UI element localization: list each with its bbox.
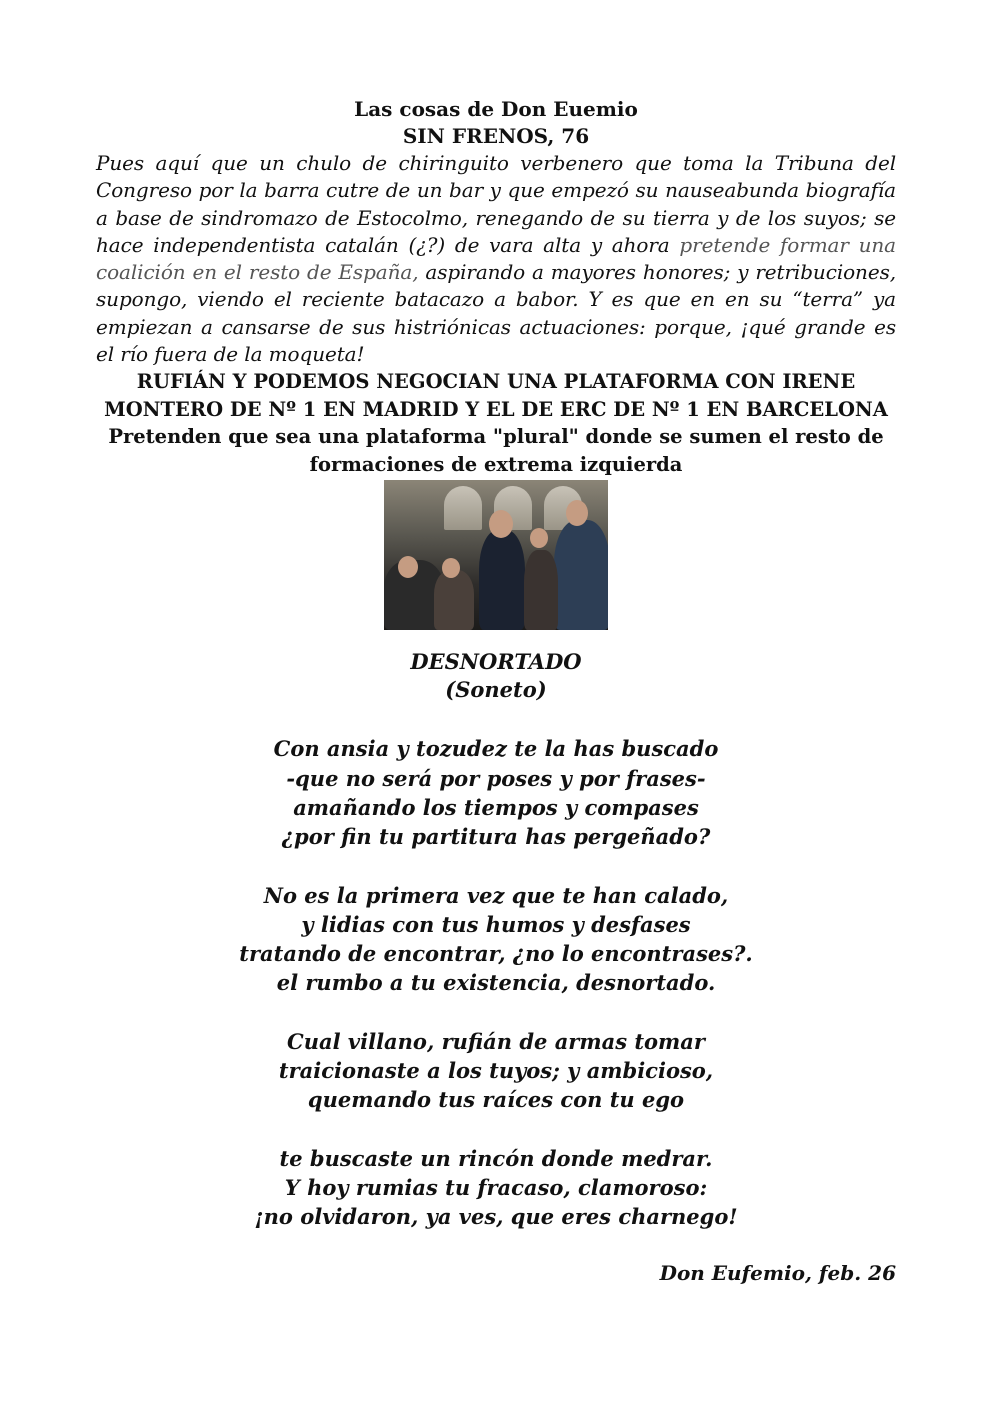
news-subheadline: Pretenden que sea una plataforma "plural" donde se sumen el resto de formaciones de extrema izquierda bbox=[108, 425, 884, 476]
poem-subtitle: (Soneto) bbox=[445, 677, 547, 703]
poem-line: Y hoy rumias tu fracaso, clamoroso: bbox=[284, 1174, 708, 1200]
document-page bbox=[96, 96, 896, 1285]
news-headline: RUFIÁN Y PODEMOS NEGOCIAN UNA PLATAFORMA CON IRENE MONTERO DE Nº 1 EN MADRID Y EL DE ERC DE Nº 1 EN BARCELONA bbox=[104, 370, 888, 421]
intro-paragraph bbox=[96, 150, 896, 368]
poem-line: Con ansia y tozudez te la has buscado bbox=[273, 736, 719, 762]
poem-stanza-1 bbox=[96, 734, 896, 851]
intro-text-end: aspirando a mayores honores; y retribuciones, supongo, viendo el reciente batacazo a babor. Y es que en en su “terra” ya empiezan a cansarse de sus histriónicas actuaciones: porque, ¡qué grande es el río fuera de la moqueta! bbox=[96, 260, 896, 367]
poem-line: ¡no olvidaron, ya ves, que eres charnego! bbox=[254, 1204, 738, 1230]
poem-line: ¿por fin tu partitura has pergeñado? bbox=[281, 824, 711, 850]
poem-stanza-2 bbox=[96, 881, 896, 998]
intro-text-start: Pues aquí que un chulo de chiringuito verbenero que toma la Tribuna del Congreso por la barra cutre de un bar y que empezó su nauseabunda biografía a base de sindromazo de Estocolmo, renegando de su tierra y de los suyos; se hace independentista catalán (¿?) de vara alta y ahora bbox=[96, 151, 896, 257]
poem-line: te buscaste un rincón donde medrar. bbox=[279, 1145, 713, 1171]
poem-title: DESNORTADO bbox=[410, 649, 582, 675]
author-signature: Don Eufemio, feb. 26 bbox=[659, 1260, 896, 1285]
poem-line: traicionaste a los tuyos; y ambicioso, bbox=[278, 1058, 714, 1084]
poem-body bbox=[96, 734, 896, 1231]
news-photo bbox=[384, 480, 608, 630]
poem-line: amañando los tiempos y compases bbox=[293, 794, 699, 820]
poem-line: -que no será por poses y por frases- bbox=[286, 765, 706, 791]
poem-line: quemando tus raíces con tu ego bbox=[307, 1087, 685, 1113]
poem-line: Cual villano, rufián de armas tomar bbox=[287, 1028, 705, 1054]
poem-line: y lidias con tus humos y desfases bbox=[301, 911, 691, 937]
poem-stanza-4 bbox=[96, 1144, 896, 1232]
poem-line: No es la primera vez que te han calado, bbox=[263, 882, 729, 908]
poem-line: tratando de encontrar, ¿no lo encontrases?. bbox=[239, 941, 753, 967]
poem-line: el rumbo a tu existencia, desnortado. bbox=[276, 970, 716, 996]
document-title: Las cosas de Don Euemio bbox=[354, 97, 638, 121]
document-subtitle: SIN FRENOS, 76 bbox=[402, 124, 590, 148]
poem-stanza-3 bbox=[96, 1027, 896, 1115]
intro-quoted-text: pretende formar una coalición en el resto de España, bbox=[96, 232, 896, 285]
